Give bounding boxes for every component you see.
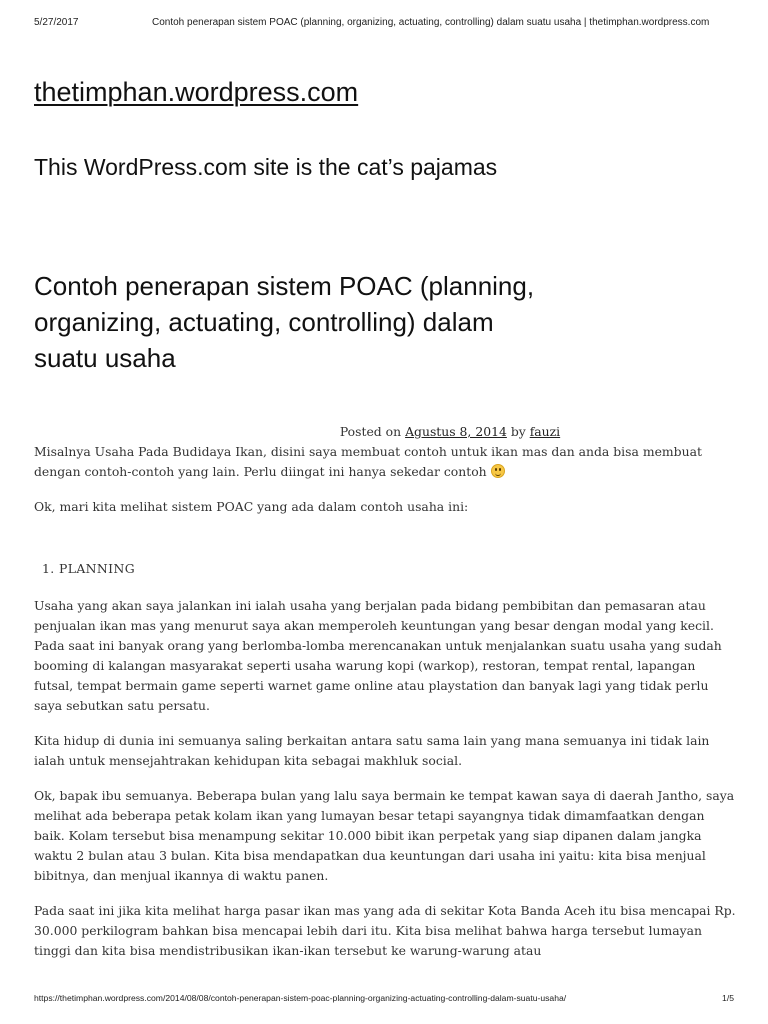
smiley-icon bbox=[491, 464, 505, 478]
section-heading-planning: 1. PLANNING bbox=[42, 561, 135, 576]
body-paragraph: Kita hidup di dunia ini semuanya saling berkaitan antara satu sama lain yang mana semuanya ini tidak lain ialah untuk mensejahtrakan kehidupan kita sebagai makhluk social. bbox=[34, 733, 710, 768]
post-title-line: organizing, actuating, controlling) dalam bbox=[34, 307, 494, 337]
post-meta bbox=[164, 422, 736, 442]
print-date: 5/27/2017 bbox=[34, 17, 79, 28]
site-title-link[interactable]: thetimphan.wordpress.com bbox=[34, 77, 359, 107]
lead-paragraph: Ok, mari kita melihat sistem POAC yang ada dalam contoh usaha ini: bbox=[34, 499, 469, 514]
intro-text: Misalnya Usaha Pada Budidaya Ikan, disini saya membuat contoh untuk ikan mas dan anda bisa membuat dengan contoh-contoh yang lain. Perlu diingat ini hanya sekedar contoh bbox=[34, 444, 702, 479]
posted-on-label: Posted on bbox=[339, 424, 402, 439]
print-footer bbox=[34, 993, 734, 1007]
intro-paragraph bbox=[34, 442, 736, 482]
by-label: by bbox=[510, 424, 526, 439]
author-link[interactable]: fauzi bbox=[529, 424, 561, 439]
body-paragraph: Pada saat ini jika kita melihat harga pasar ikan mas yang ada di sekitar Kota Banda Aceh itu bisa mencapai Rp. 30.000 perkilogram bahkan bisa mencapai lebih dari itu. Kita bisa melihat bahwa harga tersebut lumayan tinggi dan kita bisa mendistribusikan ikan-ikan tersebut ke warung-warung atau bbox=[34, 903, 736, 958]
print-header bbox=[34, 17, 734, 31]
post-title-line: suatu usaha bbox=[34, 343, 176, 373]
body-paragraph: Usaha yang akan saya jalankan ini ialah usaha yang berjalan pada bidang pembibitan dan pemasaran atau penjualan ikan mas yang menurut saya akan memperoleh keuntungan yang besar dengan modal yang kecil. Pada saat ini banyak orang yang berlomba-lomba merencanakan untuk menjalankan suatu usaha yang sudah booming di kalangan masyarakat seperti usaha warung kopi (warkop), restoran, tempat rental, lapangan futsal, tempat bermain game seperti warnet game online atau playstation dan banyak lagi yang tidak perlu saya sebutkan satu persatu. bbox=[34, 598, 722, 713]
post-title bbox=[34, 268, 634, 376]
post-content bbox=[34, 422, 736, 976]
print-url: https://thetimphan.wordpress.com/2014/08/08/contoh-penerapan-sistem-poac-planning-organizing-actuating-controlling-dalam-suatu-usaha/ bbox=[34, 993, 567, 1003]
site-tagline: This WordPress.com site is the cat’s pajamas bbox=[34, 154, 498, 180]
body-paragraph: Ok, bapak ibu semuanya. Beberapa bulan yang lalu saya bermain ke tempat kawan saya di daerah Jantho, saya melihat ada beberapa petak kolam ikan yang lumayan besar tetapi sayangnya tidak dimamfaatkan dengan baik. Kolam tersebut bisa menampung sekitar 10.000 bibit ikan perpetak yang siap dipanen dalam jangka waktu 2 bulan atau 3 bulan. Kita bisa mendapatkan dua keuntungan dari usaha ini yaitu: kita bisa menjual bibitnya, dan menjual ikannya di waktu panen. bbox=[34, 788, 735, 883]
page-number: 1/5 bbox=[722, 993, 734, 1003]
print-document-title: Contoh penerapan sistem POAC (planning, organizing, actuating, controlling) dalam suatu usaha | thetimphan.wordpress.com bbox=[152, 17, 710, 28]
post-title-line: Contoh penerapan sistem POAC (planning, bbox=[34, 271, 535, 301]
post-date-link[interactable]: Agustus 8, 2014 bbox=[405, 424, 507, 439]
